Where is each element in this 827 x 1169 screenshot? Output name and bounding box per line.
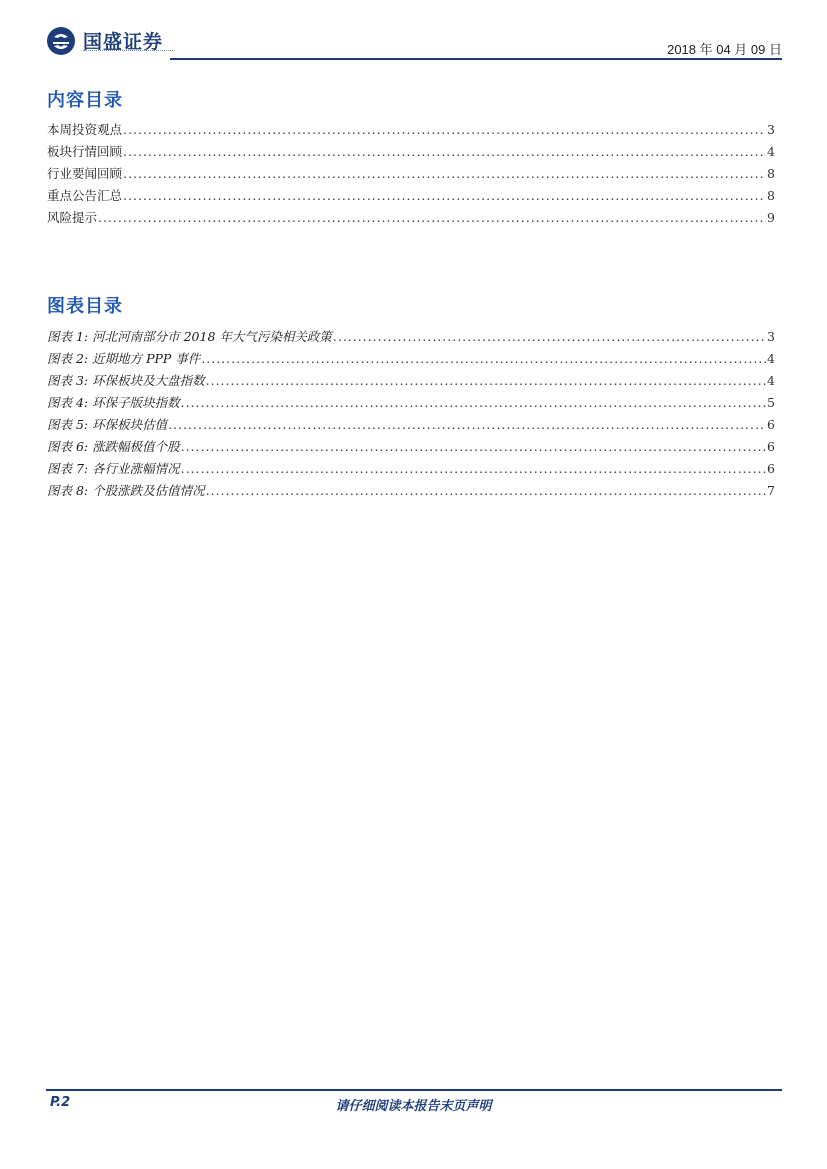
figure-item-label: 图表 2: 近期地方 PPP 事件 (47, 351, 201, 366)
page-number: P.2 (50, 1095, 71, 1110)
contents-list (47, 120, 775, 230)
toc-leader (201, 351, 766, 366)
contents-title: 内容目录 (47, 90, 123, 111)
figure-item[interactable] (47, 481, 775, 503)
figure-item[interactable] (47, 459, 775, 481)
toc-leader (181, 461, 766, 476)
figure-item[interactable] (47, 371, 775, 393)
toc-leader (206, 373, 766, 388)
toc-item-label: 本周投资观点 (47, 122, 123, 137)
toc-leader (168, 417, 766, 432)
toc-item-page: 4 (767, 144, 775, 159)
toc-leader (181, 439, 766, 454)
toc-leader (123, 144, 766, 159)
figure-item[interactable] (47, 437, 775, 459)
figures-title: 图表目录 (47, 296, 123, 317)
figures-list (47, 327, 775, 503)
header-rule (170, 58, 782, 60)
figure-item-label: 图表 7: 各行业涨幅情况 (47, 461, 180, 476)
figure-item[interactable] (47, 349, 775, 371)
toc-leader (123, 166, 766, 181)
toc-item-page: 8 (767, 188, 775, 203)
figure-item-label: 图表 4: 环保子版块指数 (47, 395, 180, 410)
figure-item-label: 图表 1: 河北河南部分市 2018 年大气污染相关政策 (47, 329, 332, 344)
figure-item-page: 6 (767, 417, 775, 432)
toc-item[interactable] (47, 142, 775, 164)
figure-item-label: 图表 3: 环保板块及大盘指数 (47, 373, 205, 388)
figure-item-page: 6 (767, 461, 775, 476)
report-date: 2018 年 04 月 09 日 (667, 42, 782, 57)
figure-item-page: 4 (767, 373, 775, 388)
figure-item-label: 图表 5: 环保板块估值 (47, 417, 168, 432)
company-logo-icon (46, 26, 76, 56)
figure-item-page: 3 (767, 329, 775, 344)
toc-item[interactable] (47, 120, 775, 142)
toc-leader (98, 210, 766, 225)
toc-leader (333, 329, 766, 344)
toc-item-page: 9 (767, 210, 775, 225)
figure-item-label: 图表 8: 个股涨跌及估值情况 (47, 483, 205, 498)
figure-item-label: 图表 6: 涨跌幅极值个股 (47, 439, 180, 454)
figure-item[interactable] (47, 415, 775, 437)
toc-item-page: 8 (767, 166, 775, 181)
toc-item-label: 重点公告汇总 (47, 188, 123, 203)
figure-item-page: 4 (767, 351, 775, 366)
toc-item-label: 行业要闻回顾 (47, 166, 123, 181)
toc-leader (206, 483, 766, 498)
figure-item-page: 7 (767, 483, 775, 498)
toc-item-label: 风险提示 (47, 210, 98, 225)
figure-item[interactable] (47, 393, 775, 415)
toc-item[interactable] (47, 186, 775, 208)
toc-item-label: 板块行情回顾 (47, 144, 123, 159)
toc-leader (181, 395, 766, 410)
toc-leader (123, 122, 766, 137)
toc-item[interactable] (47, 208, 775, 230)
brand-name: 国盛证券 (83, 31, 164, 53)
toc-item[interactable] (47, 164, 775, 186)
brand-subtitle-line (83, 50, 173, 54)
figure-item[interactable] (47, 327, 775, 349)
footer-rule (46, 1089, 782, 1091)
toc-item-page: 3 (767, 122, 775, 137)
toc-leader (123, 188, 766, 203)
figure-item-page: 5 (767, 395, 775, 410)
footer-disclaimer: 请仔细阅读本报告末页声明 (335, 1099, 492, 1114)
figure-item-page: 6 (767, 439, 775, 454)
